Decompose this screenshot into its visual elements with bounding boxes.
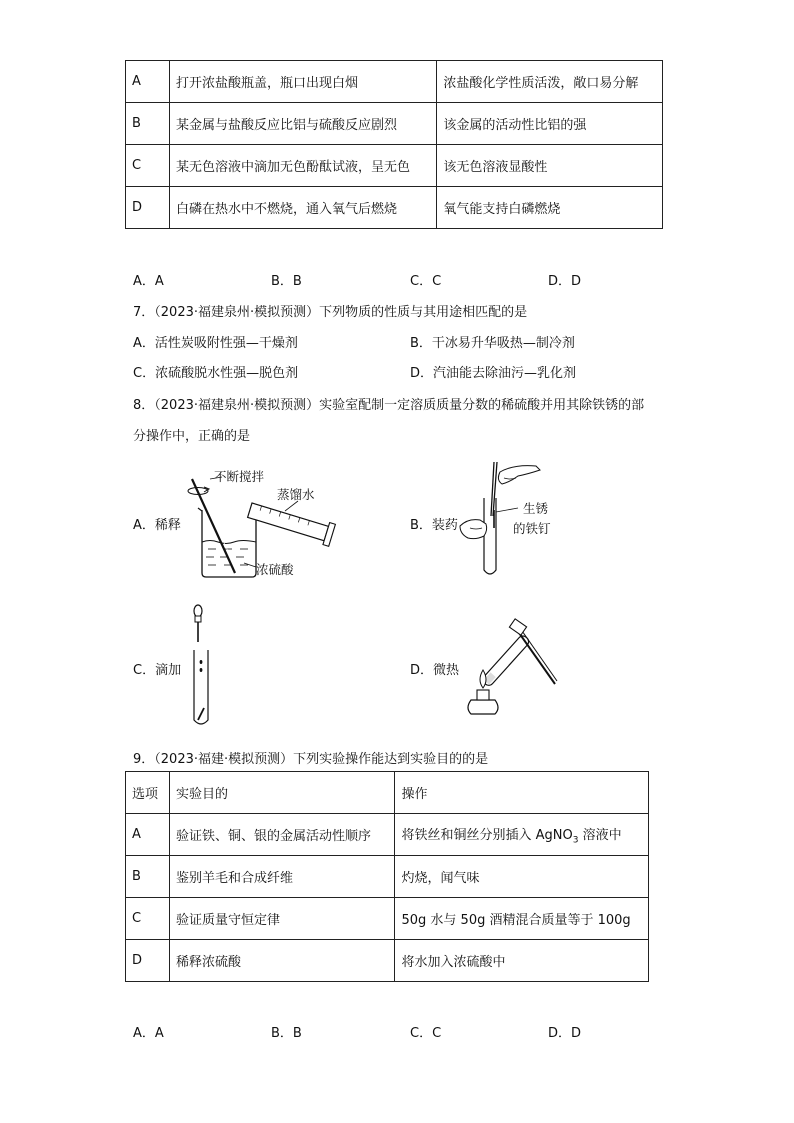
q9-opt: D — [126, 940, 170, 982]
heating-figure — [457, 618, 562, 718]
table-header-row — [126, 772, 649, 814]
q6-conclusion: 该金属的活动性比铝的强 — [437, 103, 663, 145]
q9-answer-b[interactable]: B．B — [271, 1026, 302, 1041]
q7-option-c[interactable]: C．浓硫酸脱水性强—脱色剂 — [133, 366, 299, 381]
q6-answer-c[interactable]: C．C — [410, 274, 442, 289]
q6-conclusion: 氧气能支持白磷燃烧 — [437, 187, 663, 229]
q6-phenomenon: 某金属与盐酸反应比铝与硫酸反应剧烈 — [169, 103, 436, 145]
label-conc-sulfuric-acid: 浓硫酸 — [256, 562, 294, 577]
q7-option-b[interactable]: B．干冰易升华吸热—制冷剂 — [410, 336, 575, 351]
q6-phenomenon: 某无色溶液中滴加无色酚酞试液，呈无色 — [169, 145, 436, 187]
q7-option-d[interactable]: D．汽油能去除油污—乳化剂 — [410, 366, 577, 381]
table-row — [126, 145, 663, 187]
q9-purpose: 验证质量守恒定律 — [169, 898, 395, 940]
q6-opt: C — [126, 145, 170, 187]
q8-stem-line2: 分操作中，正确的是 — [133, 429, 251, 444]
q9-header-purpose: 实验目的 — [169, 772, 395, 814]
dropper-figure — [186, 602, 226, 728]
q7-option-a[interactable]: A．活性炭吸附性强—干燥剂 — [133, 336, 298, 351]
table-row — [126, 61, 663, 103]
table-row — [126, 187, 663, 229]
q9-operation: 灼烧，闻气味 — [395, 856, 649, 898]
q6-answer-d[interactable]: D．D — [548, 274, 582, 289]
table-row — [126, 814, 649, 856]
q8-option-c[interactable]: C．滴加 — [133, 663, 182, 678]
q6-phenomenon: 打开浓盐酸瓶盖，瓶口出现白烟 — [169, 61, 436, 103]
q6-conclusion: 该无色溶液显酸性 — [437, 145, 663, 187]
q9-opt: C — [126, 898, 170, 940]
q9-opt: B — [126, 856, 170, 898]
q9-answer-a[interactable]: A．A — [133, 1026, 164, 1041]
label-stir: 不断搅拌 — [214, 469, 265, 484]
q9-operation-text-end: 溶液中 — [578, 827, 622, 843]
q6-conclusion: 浓盐酸化学性质活泼，敞口易分解 — [437, 61, 663, 103]
q9-table — [125, 771, 649, 982]
q8-option-d[interactable]: D．微热 — [410, 663, 460, 678]
q6-opt: D — [126, 187, 170, 229]
table-row — [126, 856, 649, 898]
q6-answer-a[interactable]: A．A — [133, 274, 164, 289]
q9-answer-c[interactable]: C．C — [410, 1026, 442, 1041]
table-row — [126, 103, 663, 145]
q9-purpose: 验证铁、铜、银的金属活动性顺序 — [169, 814, 395, 856]
q9-operation: 50g 水与 50g 酒精混合质量等于 100g — [395, 898, 649, 940]
q8-option-a[interactable]: A．稀释 — [133, 518, 181, 533]
q6-opt: B — [126, 103, 170, 145]
q6-opt: A — [126, 61, 170, 103]
q7-stem: 7．（2023·福建泉州·模拟预测）下列物质的性质与其用途相匹配的是 — [133, 305, 528, 320]
q9-purpose: 鉴别羊毛和合成纤维 — [169, 856, 395, 898]
q9-answer-d[interactable]: D．D — [548, 1026, 582, 1041]
q9-purpose: 稀释浓硫酸 — [169, 940, 395, 982]
q9-stem: 9．（2023·福建·模拟预测）下列实验操作能达到实验目的的是 — [133, 752, 489, 767]
q6-phenomenon: 白磷在热水中不燃烧，通入氧气后燃烧 — [169, 187, 436, 229]
q8-option-b[interactable]: B．装药 — [410, 518, 458, 533]
q9-operation — [395, 814, 649, 856]
table-row — [126, 898, 649, 940]
q9-header-opt: 选项 — [126, 772, 170, 814]
q9-header-operation: 操作 — [395, 772, 649, 814]
q9-operation: 将水加入浓硫酸中 — [395, 940, 649, 982]
label-iron-nail: 的铁钉 — [513, 521, 551, 536]
label-rusty: 生锈 — [523, 501, 549, 516]
q9-opt: A — [126, 814, 170, 856]
q6-answer-b[interactable]: B．B — [271, 274, 302, 289]
q8-stem-line1: 8．（2023·福建泉州·模拟预测）实验室配制一定溶质质量分数的稀硫酸并用其除铁锈的部 — [133, 398, 645, 413]
q9-operation-subscript: 3 — [572, 835, 579, 846]
label-distilled-water: 蒸馏水 — [277, 487, 315, 502]
q6-table — [125, 60, 663, 229]
table-row — [126, 940, 649, 982]
q9-operation-text: 将铁丝和铜丝分别插入 AgNO — [401, 827, 573, 843]
